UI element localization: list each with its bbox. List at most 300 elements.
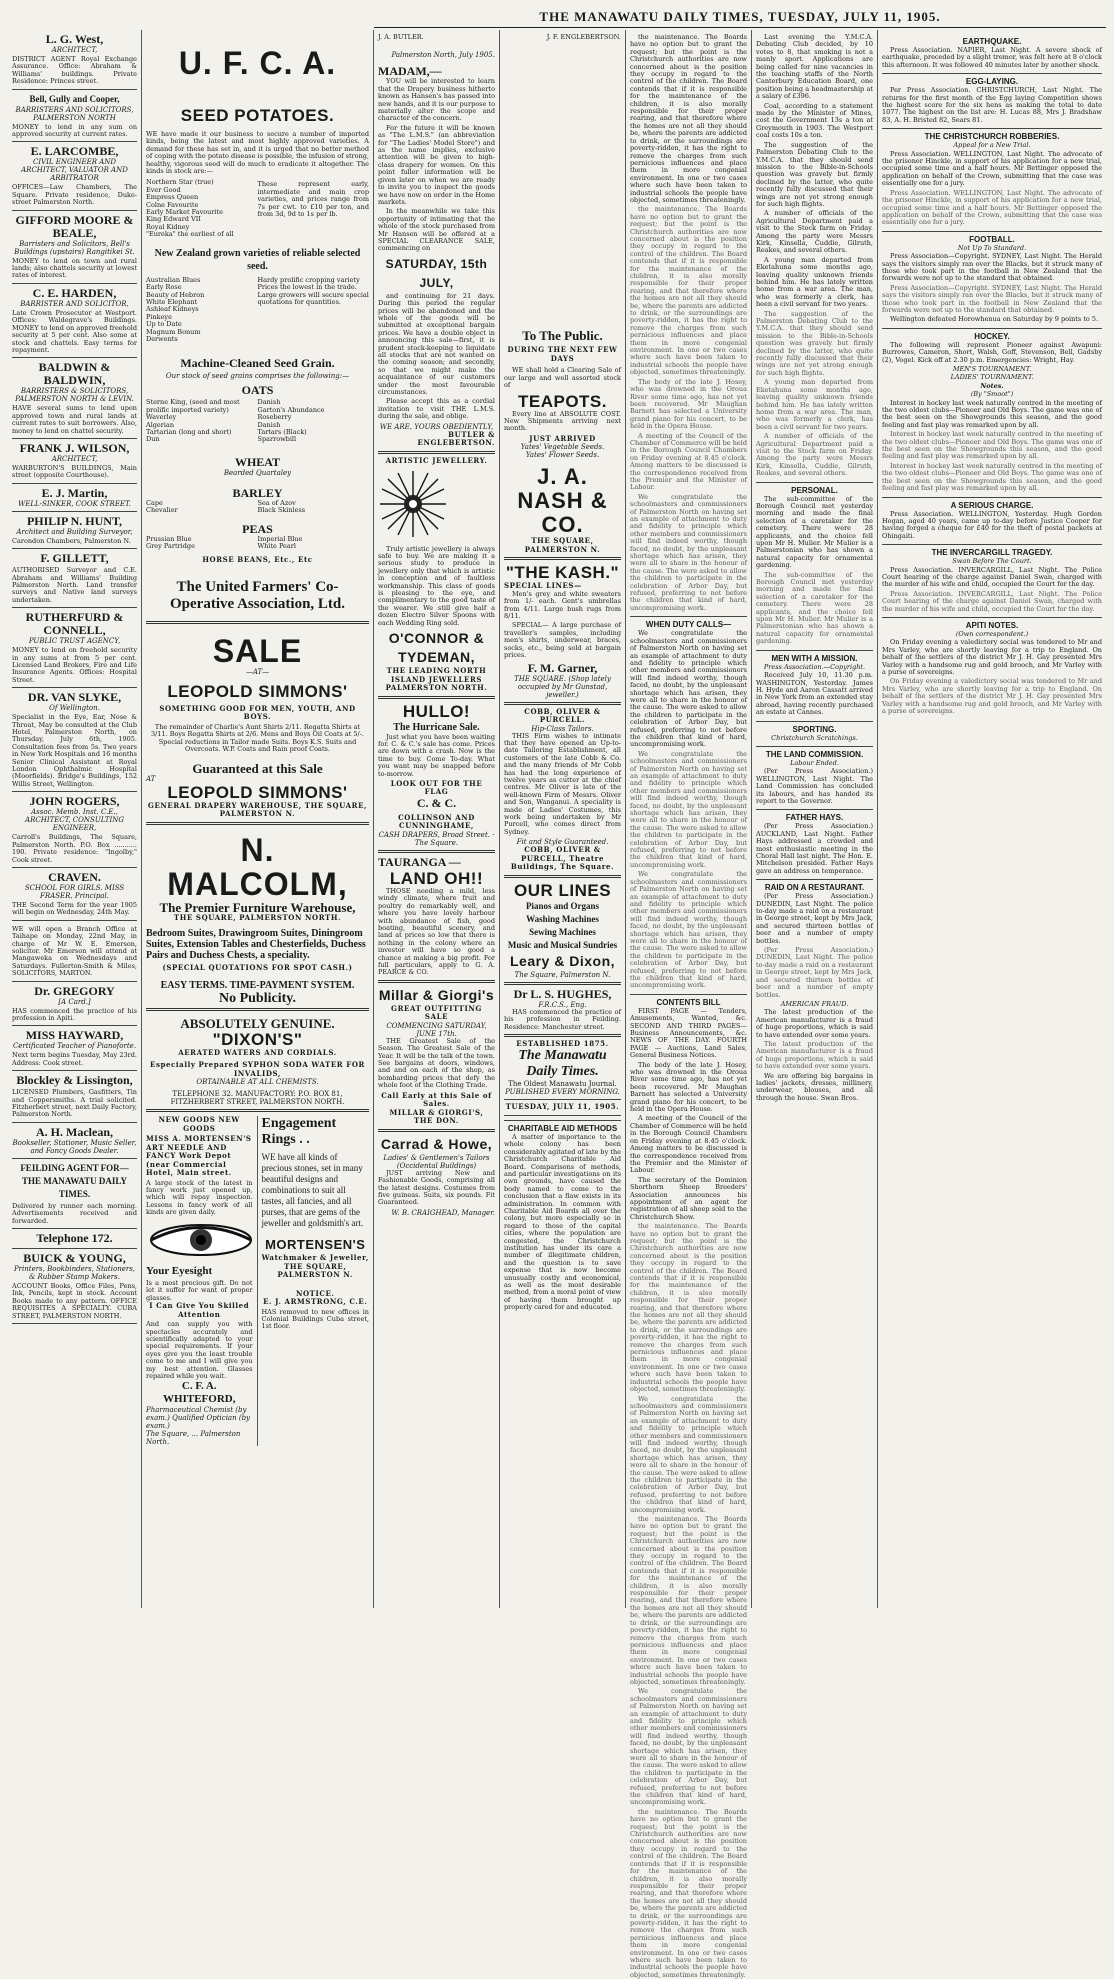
col1-ad-title: C. E. HARDEN, [32,285,117,300]
garner-sub: THE SQUARE. (Shop lately occupied by Mr Gunstad, jeweller.) [514,674,611,699]
american-fraud: AMERICAN FRAUD. [780,999,849,1008]
sale-at: —AT— [245,667,270,676]
sworn-sub: Swan Before The Court. [952,557,1032,566]
col1-ad-body: HAVE several sums to lend upon approved town and rural lands at current rates to suit borrowers. Also, money to lend on chattel security. [12,404,137,435]
ufca-title: U. F. C. A. [178,45,337,81]
list-item: Grey Partridge [146,542,195,550]
col1-ad [12,439,137,484]
col1-ad-title: DR. VAN SLYKE, [27,690,122,705]
letter-paragraph: In the meanwhile we take this opportunity of intimating that the whole of the stock purchased from Mr Hansen will be offered at a SPECIAL CLEARANCE SALE, commencing on [378,207,495,253]
lines-list-item: Pianos and Organs [525,900,600,911]
men-mission-body: Received July 10, 11.30 p.m. WASHINGTON, Yesterday. James H. Hyde and Aaron Cassatt arrived in New York from an extended stay abroad, having recently purchased an estate at Cannes. [756,671,873,717]
col1-ad [12,211,137,284]
yates-veg: Yates' Vegetable Seeds. [520,443,605,452]
column-2 [142,30,374,1608]
col7-filler-4: Interest in hockey last week naturally centred in the meeting of the two oldest clubs—Pioneer and Old Boys. The game was one of the best seen on the Showgrounds this season, and the good feeling and fast play was remarked upon by all. [882,461,1102,493]
carrad-sub: Ladies' & Gentlemen's Tailors (Occidental Buildings) [383,1153,490,1170]
list-item: Early Market Favourite [146,208,224,217]
issue-date: TUESDAY, JULY 11, 1905. [505,1102,620,1112]
col1-ad [12,688,137,792]
col1-ad [12,1249,137,1324]
col1-ad-sub: Printers, Bookbinders, Stationers, & Rubber Stamp Makers. [13,1265,136,1282]
engagement-heading: Engagement Rings . . [261,1116,337,1148]
special-lines: SPECIAL LINES— [504,581,582,591]
barley-list-left [146,500,258,515]
notes-heading: Notes. [980,381,1004,390]
telephone-line: TELEPHONE 32. MANUFACTORY: P.O. BOX 81, [172,1090,343,1099]
col1-ad-body: OFFICES—Law Chambers, The Square. Private residence, Duke-street Palmerston North. [12,183,137,207]
garner: F. M. Garner, [527,660,598,675]
list-item: Royal Kidney [146,222,190,231]
when-duty-heading: WHEN DUTY CALLS— [630,616,747,629]
please-visit: Please accept this as a cordial invitation to visit THE L.M.S. during the sale, and oblige. [378,397,495,421]
col5-filler-2: The body of the late J. Hosey, who was drowned in the Oroua River some time ago, has not yet been recovered. Mr Maughan Barnett has selected a University grand piano for his concert, to be held in the Opera House. [630,377,747,431]
col6-body-4: A number of officials of the Agricultural Department paid a visit to the Stock farm on Friday. Among the party were Messrs Kirk, Kinsella, Cuddie, Gilruth, Reakes, and several others. [756,209,873,255]
apiti-heading: APITI NOTES. [882,617,1102,630]
times-title: The Manawatu Daily Times. [518,1048,607,1080]
engle-name: J. F. ENGLEBERTSON. [546,33,621,41]
cobb-2: COBB, OLIVER & PURCELL, Theatre Buildings, The Square. [510,845,615,872]
malcolm-quote: (SPECIAL QUOTATIONS FOR SPOT CASH.) [162,963,353,973]
father-hays-heading: FATHER HAYS. [756,809,873,822]
list-item: Empress Queen [146,193,199,202]
list-item: Pinkeye [146,312,172,321]
lines-list-item: Washing Machines [526,913,599,924]
earthquake-body: Press Association. NAPIER, Last Night. A severe shock of earthquake, preceded by a slight tremor, was felt here at 8 o'clock this afternoon. It was followed 40 minutes later by another shock. [882,46,1102,69]
the-kash: "THE KASH." [505,563,620,583]
yates-flower: Yates' Flower Seeds. [525,451,600,460]
armstrong-name: E. J. ARMSTRONG, C.E. [263,1297,368,1307]
col1-ad-title: E. LARCOMBE, [30,144,119,159]
peas-heading: PEAS [242,521,273,536]
sporting-heading: SPORTING. [756,721,873,734]
egg-laying-heading: EGG-LAYING. [882,73,1102,86]
col1-ad-body: Delivered by runner each morning. Advertisements received and forwarded. [12,1201,137,1225]
barley-heading: BARLEY [232,485,283,500]
col1-ad-body: WE will open a Branch Office at Taihape on Monday, 22nd May, in charge of Mr W. E. Emerson, solicitor. Mr Emerson will attend at Mangaweka on Wednesdays and Saturdays. Fullerton-Smith & Miles, SOLICITORS, MARTON. [12,924,137,978]
charitable-heading: CHARITABLE AID METHODS [504,1120,621,1133]
leopold-body: The remainder of Charlie's Aunt Shirts 2/11. Regatta Shirts at 3/11. Boys Regatta Shirts at 2/6. Mens and Boys Oil Coats at 5/-. Special reductions in Tailor made Suits. Boys K.S. Suits and Overcoats. W.P. Coats and Rain proof Coats. [150,722,365,754]
letter-paragraph: YOU will be interested to learn that the Drapery business hitherto known as Hansen's has passed into new hands, and it is our purpose to materially alter the scope and character of the concern. [378,77,495,123]
col1-ad-sub: ARCHITECT, [51,46,98,54]
wheat-sub: Bearded Quartaley [223,468,292,477]
syphon: Especially Prepared SYPHON SODA WATER FOR INVALIDS, [150,1060,365,1078]
serious-body: Press Association. WELLINGTON, Yesterday. Hugh Gordon Hogan, aged 40 years, came up to-day before Justice Cooper for having forged a cheque for £40 for the theft of postal packets at Ohingaiti. [882,509,1102,540]
teapots: TEAPOTS. [517,391,607,411]
col1-ad-body: WARBURTON'S BUILDINGS, Main street (opposite Courthouse). [12,463,137,480]
special-body: Men's grey and white sweaters from 1/- each. Gent's umbrellas from 4/11. Large bush rugs from 8/11. [504,589,621,621]
list-item: Algerian [146,420,175,429]
list-item: Cape [146,498,163,507]
list-item: Sparrowbill [257,435,297,444]
madam: MADAM,— [378,64,442,79]
col1-ad-body: Carondon Chambers, Palmerston N. [12,536,131,545]
col7-filler-3: Interest in hockey last week naturally centred in the meeting of the two oldest clubs—Pioneer and Old Boys. The game was one of the best seen on the Showgrounds this season, and the good feeling and fast play was remarked upon by all. [882,430,1102,461]
when-duty-body: We congratulate the schoolmasters and commissioners of Palmerston North on having set an example of attachment to duty and fidelity to principle which other members and commissioners will find indeed worthy, though faced, no doubt, by the unpleasant shortage which has arisen, they were all to share in the honour of the cause. The were asked to allow the children to participate in the celebration of Arbor Day, but refused, preferring to not before the children that kind of hard, uncompromising work. [630,629,747,749]
list-item: Up to Date [146,320,182,329]
body-3: A meeting of the Council of the Chamber of Commerce will be held in the Borough Council Chambers on Friday evening at 8.45 o'clock. Among matters to be discussed is the correspondence received from the Premier and the Minister of Labour. [630,1114,747,1175]
col1-ad-sub: [A Card.] [58,997,91,1006]
col5-filler-11: the maintenance. The Boards have no option but to grant the request; but the point is the Christchurch authorities are now concerned about is the position they occupy in regard to the control of the children. The Board contends that if it is responsible for the maintenance of the children, it is also morally responsible for their proper rearing, and that therefore where the homes are not all they should be, where the parents are addicted to drink, or the surroundings are poverty-ridden, it has the right to remove the charges from such pernicious influences and place them in more congenial environment. In one or two cases where such have been taken to industrial schools the people have objected, sometimes threateningly. [630,1807,747,1979]
notes-sub: (By "Smoot") [970,390,1014,399]
earthquake-heading: EARTHQUAKE. [962,37,1022,46]
mortensen-jeweller-sub: Watchmaker & Jeweller, THE SQUARE, PALMERSTON N. [261,1253,369,1280]
col1-ad-sub: SCHOOL FOR GIRLS. MISS FRASER, Principal. [24,883,125,900]
col1-ad-body: Late Crown Prosecutor at Westport. Offices: Waldegrave's Buildings. MONEY to lend on approved freehold security at 5 per cent. Also some at stock and chattels. Easy terms for repayment. [12,308,137,354]
list-item: Large growers will secure special quotations for quantities. [257,290,369,306]
col1-ad-title: FEILDING AGENT FOR— THE MANAWATU DAILY TIMES. [20,1162,129,1199]
list-item: Magnum Bonum [146,327,201,336]
labour-ended: Labour Ended. [790,758,839,767]
millar-name: Millar & Giorgi's [378,986,495,1003]
col7-filler-1: Press Association. WELLINGTON, Last Night. The advocate of the prisoner Hinckle, in support of his application for a new trial, occupied some time and a half hours. Mr Bettinger opposed the application on behalf of the Crown, submitting that the case was essentially one for a jury. [882,188,1102,227]
list-item: Imperial Blue [257,534,303,543]
seed-body: WE have made it our business to secure a number of imported kinds, being the latest and most highly approved varieties. A demand for these has set in, and it is urged that no better method of coping with the potato disease is possible, the infusion of strong, healthy, vigorous seed will do much to eradicate it altogether. The kinds in stock are:— [146,130,369,176]
col1-ad-body: MONEY to lend on town and rural lands; also chattels security at lowest rates of interest. [12,256,137,280]
col1-ad-title: BUICK & YOUNG, [23,1251,126,1266]
eye-icon [146,1221,256,1259]
seed-grain-note: Our stock of seed grains comprises the following:— [165,372,350,381]
new-goods: NEW GOODS NEW GOODS [158,1115,240,1133]
egg-body: Per Press Association. CHRISTCHURCH, Last Night. The returns for the first month of the Egg laying Competition shows the highest score for the six hens as making the total to date 1077. The highest on the list are: H. Lucas 88, Mrs J. Bradshaw 83, A. H. Bristed 82, Sears 81. [882,86,1102,124]
potato-list-left [146,179,258,238]
col5-filler-8: We congratulate the schoolmasters and commissioners of Palmerston North on having set an example of attachment to duty and fidelity to principle which other members and commissioners will find indeed worthy, though faced, no doubt, by the unpleasant shortage which has arisen, they were all to share in the honour of the cause. The were asked to allow the children to participate in the celebration of Arbor Day, but refused, preferring to not before the children that kind of hard, uncompromising work. [630,1394,747,1514]
our-lines: OUR LINES [513,880,612,900]
apiti-body: On Friday evening a valedictory social was tendered to Mr and Mrs Varley, who are shortly leaving for a trip to England. On behalf of the settlers of the district Mr J. H. Gay presented Mrs Varley with a handsome rug and gold brooch, and Mr Varley with a purse of sovereigns. [882,638,1102,676]
col1-ad [12,921,137,982]
eyesight-heading: Your Eyesight [146,1264,213,1277]
hughes-body: HAS commenced the practice of his profession in Feilding. Residence: Manchester street. [504,1007,621,1031]
hullo: HULLO! [402,701,471,721]
published: PUBLISHED EVERY MORNING. [505,1088,620,1097]
hays-body: (Per Press Association.) AUCKLAND, Last Night. Father Hays addressed a crowded and most enthusiastic meeting in the Choral Hall last night. The Hon. E. Mitchelson presided. Father Hays gave an address on temperance. [756,822,873,875]
artistic-body: Truly artistic jewellery is always safe to buy. We are making it a serious study to produce in jewellery only that which is artistic in conception and of faultless workmanship. This class of goods is pleasing to the eye, and complimentary to the good taste of the wearer. We still give half a dozen Electro Silver Spoons with each Wedding Ring sold. [378,544,495,627]
oconnor-name: O'CONNOR & TYDEMAN, [388,630,485,666]
col1-ad-sub: BARRISTER AND SOLICITOR, [20,299,129,308]
list-item: Hardy prolific cropping variety [257,275,360,284]
oats-list-right [258,399,370,443]
col6-top-body: Last evening the Y.M.C.A. Debating Club decided, by 10 votes to 8, that smoking is not a manly sport. Applications are being called for nine vacancies in the teaching staffs of the North Canterbury Education Board, one position being a headmastership at a salary of £396. [756,33,873,101]
col6-filler-3: A number of officials of the Agricultural Department paid a visit to the Stock farm on Friday. Among the party were Messrs Kirk, Kinsella, Cuddie, Gilruth, Reakes, and several others. [756,432,873,478]
col1-ad [12,792,137,868]
list-item: Ashleaf Kidneys [146,305,199,314]
personal-heading: PERSONAL. [756,482,873,495]
column-1 [8,30,142,1608]
list-item: Early Rose [146,283,182,292]
lines-list [504,900,621,952]
bargains: We are offering big bargains in ladies' jackets, dresses, millinery, underwear, blouses, and all through the house. Swan Bros. [756,1071,873,1102]
col1-ad-body: HAS commenced the practice of his profession in Apiti. [12,1006,137,1022]
letter-2: and continuing for 21 days. During this period the regular prices will be abandoned and the whole of the goods will be submitted at exceptional bargain prices. We have a double object in announcing this sale—first, it is prudent stock-keeping to liquidate all stocks that are not wanted on the coming season; and secondly, so that we might make the acquaintance of our customers under the most favourable circumstances. [378,291,495,397]
masthead: THE MANAWATU DAILY TIMES, TUESDAY, JULY 11, 1905. [374,6,1106,28]
col1-ad-body: DISTRICT AGENT Royal Exchange Assurance. Office: Abraham & Williams' buildings. Private Residence: Princes street. [12,55,137,86]
aerated: AERATED WATERS AND CORDIALS. [178,1047,337,1057]
column-7 [878,30,1106,1608]
nz-list-right [258,277,370,344]
col1-ad-body: ACCOUNT Books, Office Files, Pens, Ink, Pencils, kept in stock. Account Books made to any pattern. OFFICE REQUISITES A SPECIALTY. CUBA STREET, PALMERSTON NORTH. [12,1282,137,1320]
armstrong-body: HAS removed to new offices in Colonial Buildings Cuba street, 1st floor. [261,1307,369,1331]
look-out-flag: LOOK OUT FOR THE FLAG [390,778,483,797]
col5-filler-9: the maintenance. The Boards have no option but to grant the request; but the point is the Christchurch authorities are now concerned about is the position they occupy in regard to the control of the children. The Board contends that if it is responsible for the maintenance of the children, it is also morally responsible for their proper rearing, and that therefore where the homes are not all they should be, where the parents are addicted to drink, or the surroundings are poverty-ridden, it has the right to remove the charges from such pernicious influences and place them in more congenial environment. In one or two cases where such have been taken to industrial schools the people have objected, sometimes threateningly. [630,1515,747,1686]
we-are: WE ARE, YOURS OBEDIENTLY, [379,422,494,431]
football-heading: FOOTBALL. [882,231,1102,244]
body-4: The secretary of the Dominion Shorthorn Sheep Breeders' Association announces his appointment of an agent for registration of all sheep sold to the Christchurch Show. [630,1175,747,1221]
appeal-sub: Appeal for a New Trial. [953,141,1031,150]
millar-2: MILLAR & GIORGI'S, [389,1107,484,1117]
mortensen-body: A large stock of the latest in fancy work just opened up, which will repay inspection. Lessons in fancy work of all kinds are given daily. [146,1178,253,1217]
oats-heading: OATS [241,383,274,398]
personal-body: The sub-committee of the Borough Council met yesterday morning and made the final selection of a caretaker for the cemetery. There were 28 applicants, and the choice fell upon Mr H. Mulier. Mr Mulier is a Palmerstonian who has shown a natural capacity for ornamental gardening. [756,494,873,570]
eyesight-body: Is a most precious gift. Do not let it suffer for want of proper glasses. [146,1278,253,1302]
col5-top-body: the maintenance. The Boards have no option but to grant the request; but the point is the Christchurch authorities are now concerned about is the position they occupy in regard to the control of the children. The Board contends that if it is responsible for the maintenance of the children, it is also morally responsible for their proper rearing, and that therefore where the homes are not all they should be, where the parents are addicted to drink, or the surroundings are poverty-ridden, it has the right to remove the charges from such pernicious influences and place them in more congenial environment. In one or two cases where such have been taken to industrial schools the people have objected, sometimes threateningly. [630,33,747,204]
whiteford-name: C. F. A. WHITEFORD, [163,1380,236,1406]
raid-heading: RAID ON A RESTAURANT. [756,879,873,892]
col1-ad-sub: CIVIL ENGINEER AND ARCHITECT, VALUATOR AND ARBITRATOR [21,158,128,183]
whiteford-addr: The Square, ... Palmerston North. [146,1430,241,1447]
col1-ad [12,982,137,1027]
eyesight-give: I Can Give You Skilled Attention [149,1301,250,1319]
col1-ad-body: Next term begins Tuesday, May 23rd. Address: Cook street. [12,1051,137,1067]
carrad-name: Carrad & Howe, [380,1135,493,1152]
list-item: Australian Blues [146,275,201,284]
malcolm-sub: The Premier Furniture Warehouse, [159,899,356,915]
col1-ad-sub: Certificated Teacher of Pianoforte. [12,1042,137,1051]
col1-ad-body: THE Second Term for the year 1905 will begin on Wednesday, 24th May. [12,900,137,917]
cobb-body: THIS Firm wishes to intimate that they have opened an Up-to-date Tailoring Establishment, all customers of the late Cobb & Co. and the many friends of Mr Cobb has had the long experience of twelve years as cutter at the chief centres. Mr Oliver is late of the well-known Firm of Messrs. Oliver and Son, Wanganui. A speciality is made of Ladies' Costumes, this work being undertaken by Mr Purcell, who comes direct from Sydney. [504,731,621,836]
artistic-heading: ARTISTIC JEWELLERY. [385,455,488,465]
mens-tournament: MEN'S TOURNAMENT. [952,365,1032,373]
machine-cleaned-heading: Machine-Cleaned Seed Grain. [180,356,335,371]
col5-filler-6: We congratulate the schoolmasters and commissioners of Palmerston North on having set an example of attachment to duty and fidelity to principle which other members and commissioners will find indeed worthy, though faced, no doubt, by the unpleasant shortage which has arisen, they were all to share in the honour of the cause. The were asked to allow the children to participate in the celebration of Arbor Day, but refused, preferring to not before the children that kind of hard, uncompromising work. [630,870,747,990]
leopold-name-2: LEOPOLD SIMMONS' [167,782,348,802]
hughes: Dr L. S. HUGHES, [513,986,612,1001]
serious-heading: A SERIOUS CHARGE. [882,497,1102,510]
col1-ad-title: Telephone 172. [36,1231,113,1246]
hockey-heading: HOCKEY. [882,328,1102,341]
col1-ad [12,30,137,90]
contents-body: FIRST PAGE — Tenders, Amusements, Wanted, &c. SECOND AND THIRD PAGES—Business Announcements, &c. NEWS OF THE DAY. FOURTH PAGE — Auctions, Land Sales, General Business Notices. [630,1006,747,1060]
hockey-body: The following will represent Pioneer against Awapuni: Burrowes, Cameron, Short, Walsh, Goff, Stevenson, Bell, Gadsby (2), Vogel. Kick off at 2.30 p.m. Emergencies: Wright, Hay. [882,340,1102,364]
list-item: Prussian Blue [146,534,192,543]
col1-ad-title: E. J. Martin, [41,485,108,500]
col1-ad-body: AUTHORISED Surveyor and C.E. Abraham and Williams' Building Palmerston North. Land transfer surveys and Native land surveys undertaken. [12,566,137,604]
horse-beans: HORSE BEANS, Etc., Etc [202,555,313,565]
wellington-defeated: Wellington defeated Horowhenua on Saturday by 9 points to 5. [890,315,1099,324]
list-item: Prices the lowest in the trade. [257,283,357,292]
col1-ad-sub: Of Wellington. [49,704,100,713]
peas-list-left [146,536,258,551]
col1-ad-body: MONEY to lend on freehold security in any sums at from 5 per cent. Licensed Land Brokers, Fire and Life Insurance Agents. Offices: Hospital Street. [12,646,137,684]
potato-list-right: These represent early, intermediate and main crop varieties, and prices range from 7s per cwt. to £10 per ton, and from 3d, 9d to 1s per lb. [257,180,369,219]
land-body: (Per Press Association.) WELLINGTON, Last Night. The Land Commission has concluded its labours, and has handed its report to the Governor. [756,767,873,805]
notes-body: Interest in hockey last week naturally centred in the meeting of the two oldest clubs—Pioneer and Old Boys. The game was one of the best seen on the Showgrounds this season, and the good feeling and fast play was remarked upon by all. [882,398,1102,429]
apiti-sub: (Own correspondent.) [955,629,1029,638]
column-3 [374,30,500,1608]
col1-ad-title: F. GILLETT, [40,551,109,566]
col1-ad-title: FRANK J. WILSON, [19,440,130,455]
list-item: "Eureka" the earliest of all [146,230,234,239]
list-item: Black Skinless [257,506,306,515]
seed-potatoes-heading: SEED POTATOES. [180,106,335,125]
col1-ad-title: MISS HAYWARD, [25,1028,124,1043]
american-body: The latest production of the American manufacturer is a fraud of huge proportions, which is said to have extended over some years. [756,1008,873,1039]
absolute-cost: Every line at ABSOLUTE COST. New Shipments arriving next month. [504,409,621,433]
appeal-body: Press Association. WELLINGTON, Last Night. The advocate of the prisoner Hinckle, in support of his application for a new trial, occupied some time and a half hours. Mr Bettinger opposed the application on behalf of the Crown, submitting that the case was essentially one for a jury. [882,149,1102,188]
call-early: Call Early at this Sale of Sales. [381,1090,492,1109]
guaranteed: Guaranteed at this Sale [192,760,323,776]
col6-body-5: A young man departed from Eketahuna some months ago, leaving quality unknown friends behind him. He has lately written home from a war area. The man, who was formerly a clerk, has been a civil servant for two years. [756,255,873,309]
hurricane-body: Just what you have been waiting for. C. & C.'s sale has come. Prices are down with a crash. Now is the time to buy. Come To-day. What you want may be snapped before to-morrow. [378,732,495,778]
nz-grown-heading: New Zealand grown varieties of reliable selected seed. [154,247,361,272]
cobb-sub: Hip-Class Tailors. [531,724,594,733]
not-up-sub: Not Up To Standard. [957,243,1027,252]
special-2: SPECIAL— A large purchase of traveller's samples, including men's shirts, underwear, braces, socks, etc., being sold at bargain prices. [504,621,621,660]
col1-ad-title: CRAVEN. [48,869,101,884]
invercargill-body: Press Association. INVERCARGILL, Last Night. The Police Court hearing of the charge against Daniel Swan, charged with the murder of his wife and child, occupied the Court for the day. [882,565,1102,589]
men-mission-heading: MEN WITH A MISSION. [756,650,873,663]
col5-filler-10: We congratulate the schoolmasters and commissioners of Palmerston North on having set an example of attachment to duty and fidelity to principle which other members and commissioners will find indeed worthy, though faced, no doubt, by the unpleasant shortage which has arisen, they were all to share in the honour of the cause. The were asked to allow the children to participate in the celebration of Arbor Day, but refused, preferring to not before the children that kind of hard, uncompromising work. [630,1687,747,1807]
col6-filler-2: A young man departed from Eketahuna some months ago, leaving quality unknown friends behind him. He has lately written home from a war area. The man, who was formerly a clerk, has been a civil servant for two years. [756,378,873,431]
col1-ad-sub: WELL-SINKER, COOK STREET. [18,499,131,508]
col5-filler-5: We congratulate the schoolmasters and commissioners of Palmerston North on having set an example of attachment to duty and fidelity to principle which other members and commissioners will find indeed worthy, though faced, no doubt, by the unpleasant shortage which has arisen, they were all to share in the honour of the cause. The were asked to allow the children to participate in the celebration of Arbor Day, but refused, preferring to not before the children that kind of hard, uncompromising work. [630,749,747,869]
jewellery-star-icon [378,469,448,539]
col1-ad-body: Specialist in the Eye, Ear, Nose & Throat, May be consulted at the Club Hotel, Palmerston North, on Thursday, July 6th, 1905. Consultation fees from 5s. Two years in New York Hospitals and 16 months Senior Clinical Assistant at Royal London Ophthalmic Hospital (Moorfields). Bridge's Buildings, 152 Willis Street, Wellington. [12,713,137,788]
col5-filler-3: A meeting of the Council of the Chamber of Commerce will be held in the Borough Council Chambers on Friday evening at 8.45 o'clock. Among matters to be discussed is the correspondence received from the Premier and the Minister of Labour. [630,431,747,492]
obtainable: OBTAINABLE AT ALL CHEMISTS. [196,1078,319,1087]
malcolm-addr: THE SQUARE, PALMERSTON NORTH. [173,912,342,922]
col5-filler-1: the maintenance. The Boards have no option but to grant the request; but the point is the Christchurch authorities are now concerned about is the position they occupy in regard to the control of the children. The Board contends that if it is responsible for the maintenance of the children, it is also morally responsible for their proper rearing, and that therefore where the homes are not all they should be, where the parents are addicted to drink, or the surroundings are poverty-ridden, it has the right to remove the charges from such pernicious influences and place them in more congenial environment. In one or two cases where such have been taken to industrial schools the people have objected, sometimes threateningly. [630,205,747,377]
col1-ad-sub: BARRISTERS AND SOLICITORS, PALMERSTON NORTH [15,105,134,122]
men-mission-sub: Press Association.—Copyright. [763,662,866,671]
ufca-name: The United Farmers' Co-Operative Association, Ltd. [170,578,345,612]
col1-ad [12,1159,137,1229]
nash-sub: THE SQUARE, PALMERSTON N. [524,536,601,554]
col1-ad-body: MONEY to lend in any sum on approved security at current rates. [12,122,137,139]
col1-ad [12,1229,137,1249]
col1-ad-title: BALDWIN & BALDWIN, [38,360,111,388]
col1-ad-sub: Architect and Building Surveyor, [16,527,133,536]
list-item: Northern Star (true) [146,178,214,187]
no-publicity: No Publicity. [218,990,296,1006]
col6-filler-5: (Per Press Association.) DUNEDIN, Last Night. The police to-day made a raid on a restaurant in George street, kept by Mrs Jack, and secured thirteen bottles of beer and a number of empty bottles. [756,946,873,999]
leary-dixon: Leary & Dixon, [509,952,616,969]
saturday-heading: SATURDAY, 15th JULY, [385,256,488,290]
millar-body: THE Greatest Sale of the Season. The Greatest Sale of the Year. It will be the talk of the town. See bargains at doors, windows, and and on each of the shop, as bombarding prices that defy the whole foot of the Clothing Trade. [378,1036,495,1090]
leopold-sub-2: GENERAL DRAPERY WAREHOUSE, THE SQUARE, PALMERSTON N. [147,800,368,819]
eyesight-body-2: And can supply you with spectacles accurately and scientifically adapted to your special requirements. If your eyes give you the least trouble come to me and I will give you my best attention. Glasses repaired while you wait. [146,1320,253,1381]
leary-sub: The Square, Palmerston N. [514,970,611,979]
football-body: Press Association—Copyright. SYDNEY, Last Night. The Herald says the visitors simply ran over the Blacks, but it struck many of those who took part in the football in New Zealand that the forwards were not up to the standard that obtained. [882,252,1102,283]
col6-filler-1: The suggestion of the Palmerston Debating Club to the Y.M.C.A. that they should send mission to the Bible-in-Schools question was gravely but firmly declined by the latter, who quite recently fully discussed that their wings are not yet strong enough for such high flights. [756,309,873,377]
col1-ad [12,608,137,688]
col1-ad-sub: Bookseller, Stationer, Music Seller, and Fancy Goods Dealer. [12,1138,137,1155]
col1-ad-sub: Assoc. Memb. Inst. C.E., ARCHITECT, CONSULTING ENGINEER, [25,808,124,833]
col1-ad-body: Carroll's Buildings, The Square, Palmerston North. P.O. Box ........... 190. Private residence: "Ingolby," Cook street. [12,833,137,864]
great-outfitting: GREAT OUTFITTING SALE [391,1003,482,1022]
col1-ad-title: L. G. West, [45,32,104,46]
col6-body-3: The suggestion of the Palmerston Debating Club to the Y.M.C.A. that they should send mission to the Bible-in-Schools question was gravely but firmly declined by the latter, who quite recently fully discussed that their wings are not yet strong enough for such high flights. [756,140,873,208]
absolutely-genuine: ABSOLUTELY GENUINE. [180,1015,335,1031]
list-item: Colne Favourite [146,200,199,209]
fitzherbert-line: FITZHERBERT STREET, PALMERSTON NORTH. [170,1098,345,1107]
col1-ad [12,868,137,921]
leopold-name: LEOPOLD SIMMONS' [167,681,348,701]
list-item: Danish [257,398,281,407]
commencing: COMMENCING SATURDAY, JUNE 17th. [386,1021,487,1038]
columns [8,30,1106,1979]
tauranga: TAURANGA — [378,854,461,869]
notice-heading: NOTICE. [295,1288,335,1298]
engagement-body: WE have all kinds of precious stones, set in many beautiful designs and combinations to suit all tastes, all fancies, and all purses, that are gems of the jeweller and goldsmith's art. [261,1152,364,1229]
list-item: King Edward VII [146,215,201,224]
to-public: To The Public. [522,328,603,344]
c-and-c: C. & C. [416,795,457,810]
col1-ad [12,358,137,439]
hughes-sub: F.R.C.S., Eng. [538,1000,587,1009]
col1-ad-title: RUTHERFURD & CONNELL, [25,610,124,638]
col1-ad [12,284,137,358]
next-few-days: DURING THE NEXT FEW DAYS [507,345,618,363]
column-4 [500,30,626,1608]
col1-ad-title: Blockley & Lissington, [16,1073,133,1088]
whiteford-sub: Pharmaceutical Chemist (by exam.) Qualified Optician (by exam.) [146,1406,251,1431]
col1-ad [12,512,137,549]
cobb-name: COBB, OLIVER & PURCELL. [524,706,601,724]
list-item: Danish [257,420,281,429]
col6-body-2: Coal, according to a statement made by the Minister of Mines, cost the Government 13s a ton at Greymouth in 1903. The Westport coal costs 10s a ton. [756,101,873,140]
oconnor-sub: THE LEADING NORTH ISLAND JEWELLERS PALMERSTON NORTH. [385,666,488,693]
malcolm-name: N. MALCOLM, [167,831,348,902]
nash-name: J. A. NASH & CO. [517,464,608,538]
list-item: Ever Good [146,185,181,194]
lines-list-item: Sewing Machines [529,926,596,937]
land-oh: LAND OH!! [389,868,484,888]
col1-ad-title: Bell, Gully and Cooper, [29,93,120,104]
craighead: W. B. CRAIGHEAD, Manager. [391,1208,495,1217]
col1-ad [12,1123,137,1159]
the-don: THE DON. [414,1116,459,1126]
established: ESTABLISHED 1875. [516,1038,609,1048]
col1-ad [12,1071,137,1123]
mortensen-depot: MISS A. MORTENSEN'S ART NEEDLE AND FANCY Work Depot (near Commercial Hotel, Main street. [146,1134,252,1178]
col6-filler-4: The sub-committee of the Borough Council met yesterday morning and made the final selection of a caretaker for the cemetery. There were 28 applicants, and the choice fell upon Mr H. Mulier. Mr Mulier is a Palmerstonian who has shown a natural capacity for ornamental gardening. [756,570,873,646]
col1-ad-title: A. H. Maclean, [36,1124,113,1139]
ladies-tournament: LADIES' TOURNAMENT. [950,373,1034,382]
column-6 [752,30,878,1608]
carrad-body: JUST arriving New and Fashionable Goods, comprising all the latest designs. Costumes from five guineas. Suits, six pounds. Fit Guaranteed. [378,1168,495,1207]
dixons: "DIXON'S" [212,1029,303,1049]
lines-list-item: Music and Musical Sundries [507,939,618,950]
col1-ad-title: PHILIP N. HUNT, [26,513,123,528]
col1-ad-title: JOHN ROGERS, [29,794,120,809]
christchurch-scratchings: Christchurch Scratchings. [771,733,858,742]
list-item: Dun [146,435,160,444]
wheat-heading: WHEAT [234,454,281,469]
col1-ad [12,90,137,143]
clearing: WE shall hold a Clearing Sale of our large and well assorted stock of [504,366,621,390]
invercargill-heading: THE INVERCARGILL TRAGEDY. [882,544,1102,557]
col1-ad [12,484,137,512]
col1-ad-sub: PUBLIC TRUST AGENCY, [28,637,121,646]
list-item: Sterne King, (seed and most prolific imported variety) [146,398,240,414]
col5-filler-4: We congratulate the schoolmasters and commissioners of Palmerston North on having set an example of attachment to duty and fidelity to principle which other members and commissioners will find indeed worthy, though faced, no doubt, by the unpleasant shortage which has arisen, they were all to share in the honour of the cause. The were asked to allow the children to participate in the celebration of Arbor Day, but refused, preferring to not before the children that kind of hard, uncompromising work. [630,492,747,612]
list-item: White Pearl [257,542,296,550]
signed: BUTLER & ENGLEBERTSON. [417,429,495,448]
col1-ad-title: GIFFORD MOORE & BEALE, [15,212,134,240]
peas-list-right [258,536,370,551]
palmerston-date: Palmerston North, July 1905. [391,51,495,60]
list-item: Sea of Azov [257,498,296,507]
